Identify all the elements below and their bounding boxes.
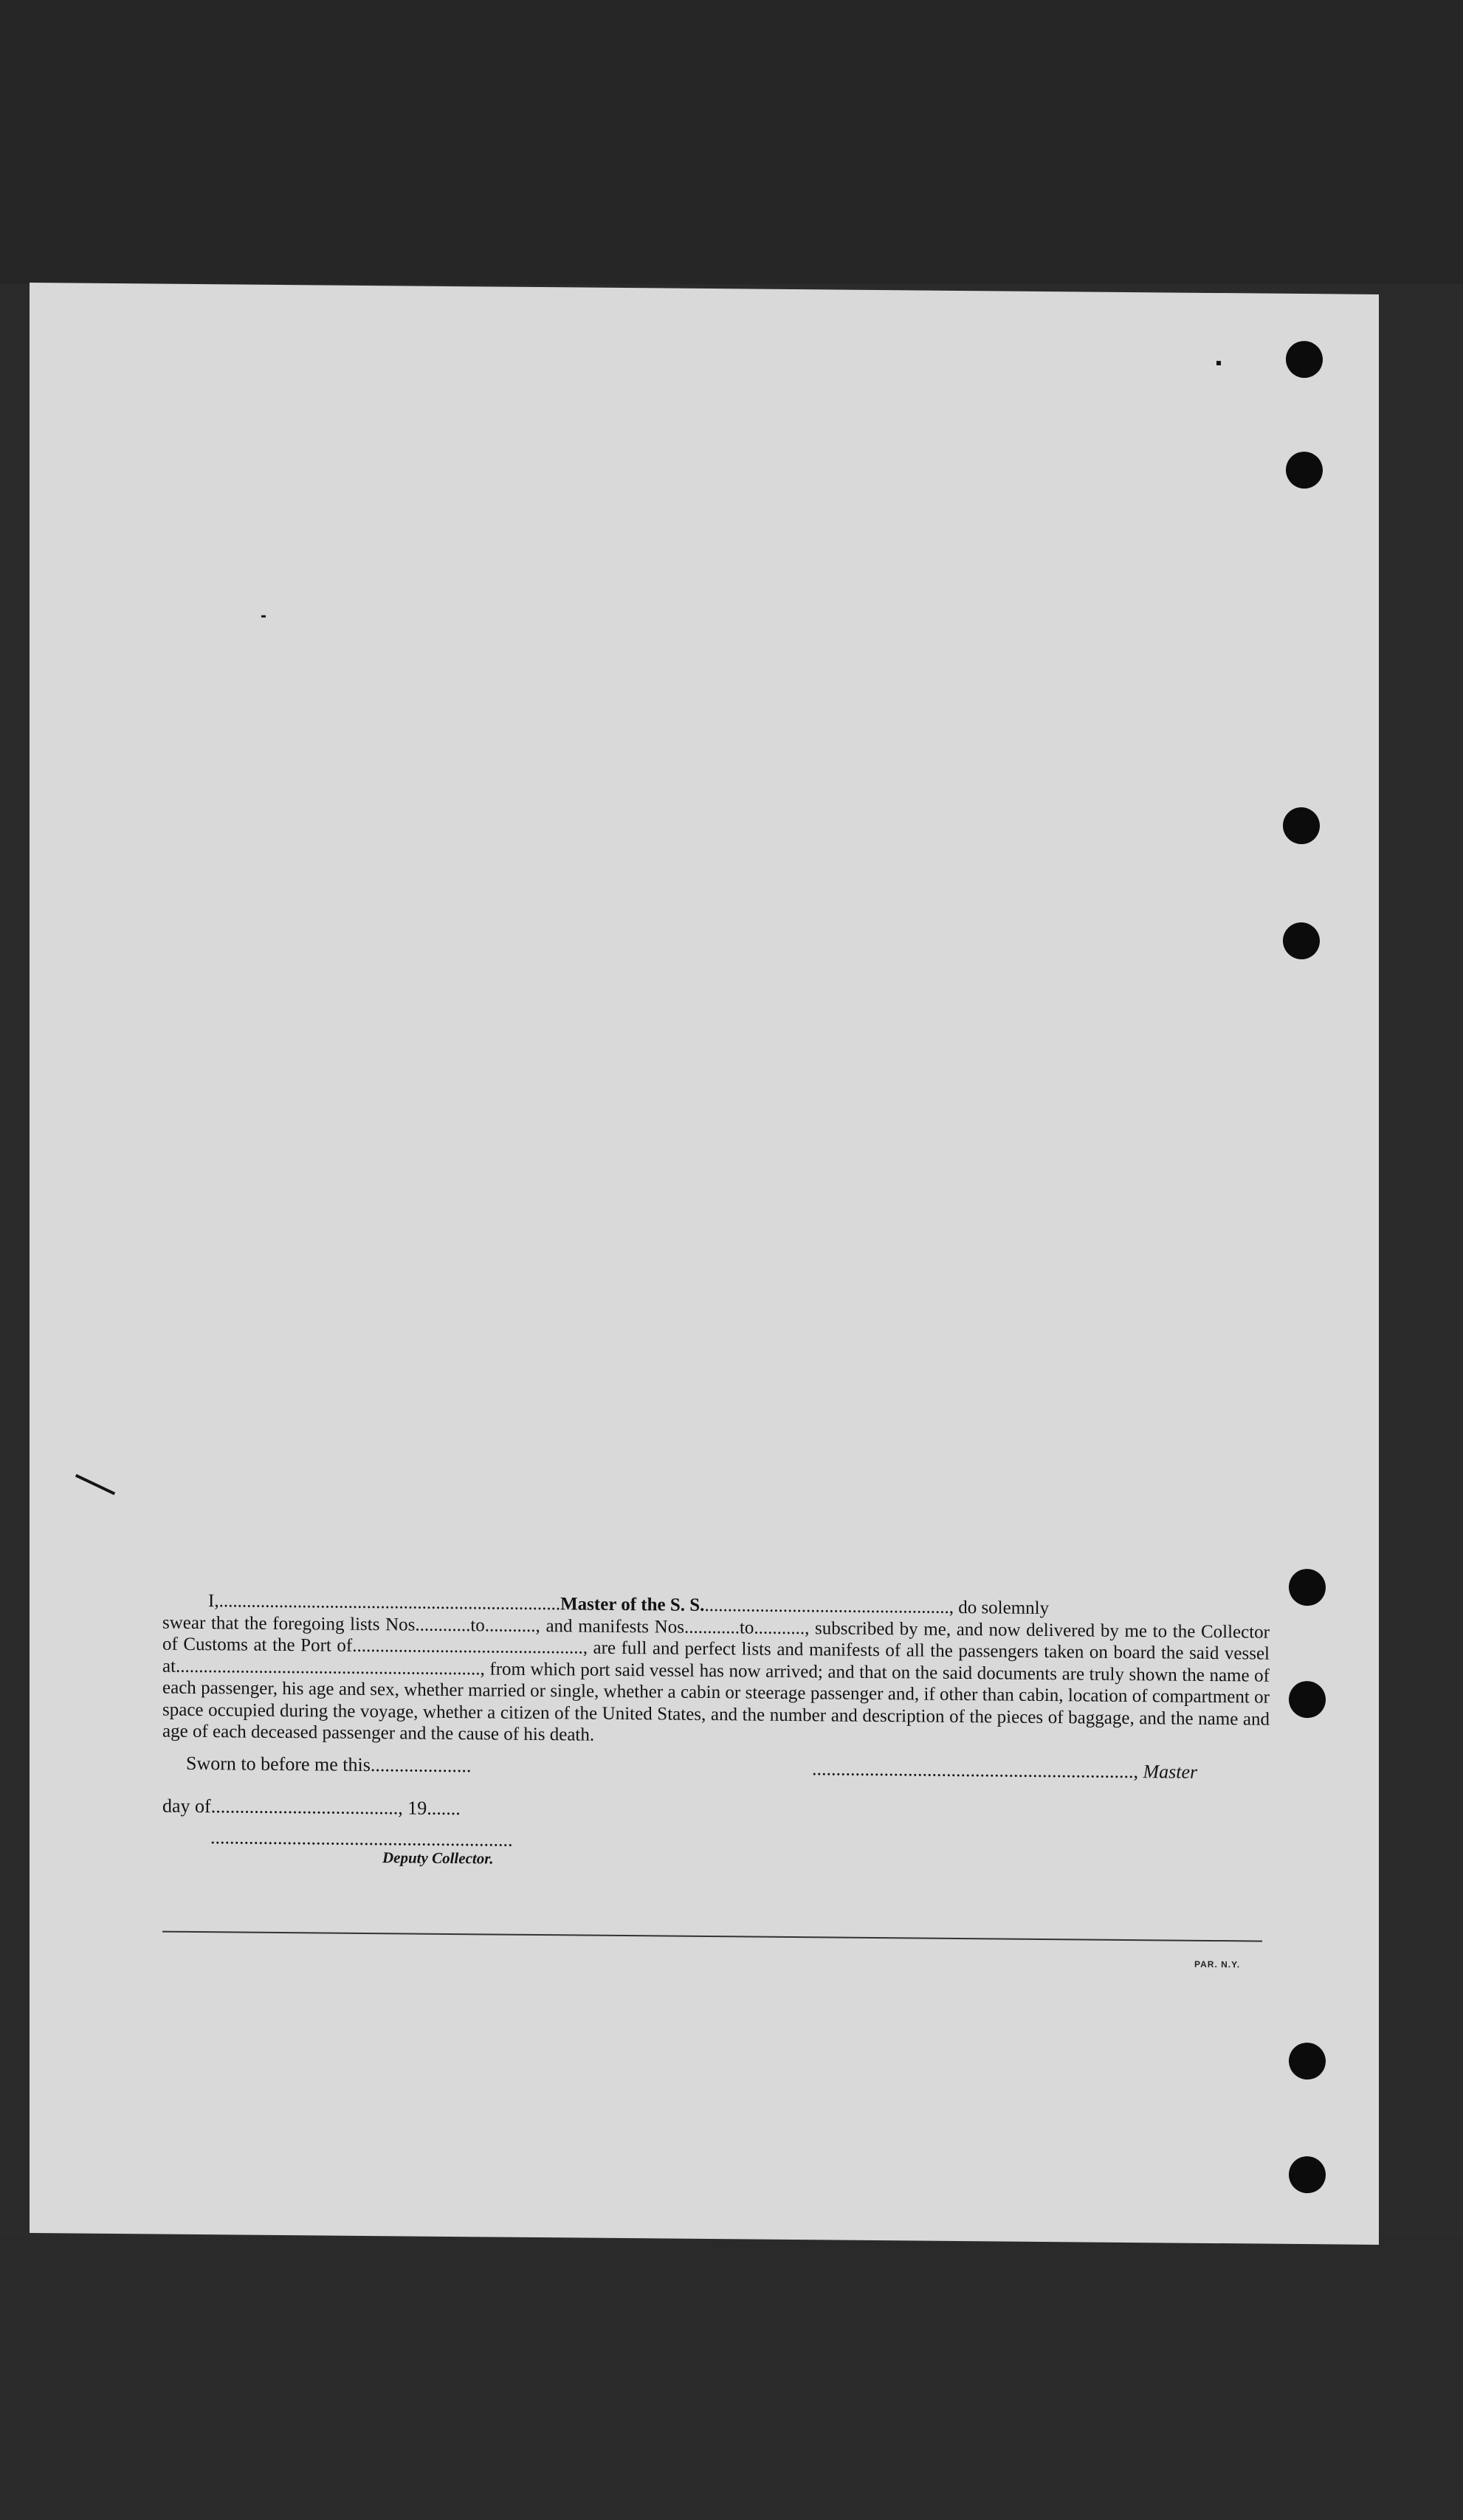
deputy-signature-blank: ...............................................................: [210, 1826, 513, 1851]
punch-hole: [1289, 1569, 1326, 1606]
master-signature-blank: ...................................................................,: [812, 1758, 1138, 1783]
punch-hole: [1283, 807, 1320, 844]
oath-master-ss: Master of the S. S.: [560, 1594, 705, 1615]
ink-speck: [261, 615, 266, 618]
ink-speck: [1216, 361, 1221, 365]
oath-line1-end: , do solemnly: [949, 1597, 1050, 1619]
manifest-page: [30, 283, 1379, 2245]
oath-name-blank: ..........................................................................: [218, 1591, 561, 1615]
scanner-background-top: [0, 0, 1463, 284]
deputy-collector-label: Deputy Collector.: [382, 1848, 494, 1868]
oath-i: I,: [208, 1591, 219, 1612]
ink-speck: [75, 1474, 115, 1495]
master-label: Master: [1143, 1761, 1198, 1783]
printer-imprint: PAR. N.Y.: [1194, 1958, 1241, 1970]
master-oath-paragraph: [162, 1590, 1270, 1753]
oath-body: swear that the foregoing lists Nos............to..........., and manifests Nos............to..........., subscribed by me, and now delivered by me to the Collector of Customs at the Port of.................................................., are full and perfect lists and manifests of all the passengers taken on board the said vessel at.................................................................., from which port said vessel has now arrived; and that on the said documents are truly shown the name of each passenger, his age and sex, whether married or single, whether a cabin or steerage passenger and, if other than cabin, location of compartment or space occupied during the voyage, whether a citizen of the United States, and the number and description of the pieces of baggage, and the name and age of each deceased passenger and the cause of his death.: [162, 1612, 1270, 1745]
sworn-before-line: Sworn to before me this.....................: [186, 1752, 472, 1777]
punch-hole: [1289, 2156, 1326, 2193]
horizontal-rule: [162, 1931, 1262, 1942]
punch-hole: [1286, 452, 1323, 489]
oath-vessel-blank: .....................................................: [704, 1595, 949, 1618]
punch-hole: [1289, 1681, 1326, 1718]
day-of-line: day of......................................., 19.......: [162, 1795, 461, 1820]
punch-hole: [1286, 341, 1323, 378]
master-signature-line: [812, 1758, 1197, 1784]
punch-hole: [1289, 2043, 1326, 2079]
scanner-background-bottom: [0, 2236, 1463, 2520]
punch-hole: [1283, 922, 1320, 959]
